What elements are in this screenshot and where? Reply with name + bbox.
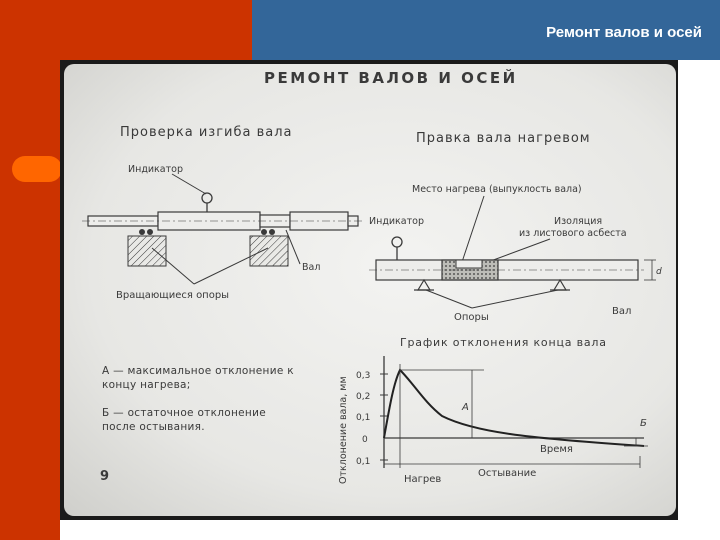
mark-a: А <box>462 402 469 413</box>
right-support-1 <box>418 280 430 290</box>
tick-label: 0,1 <box>356 457 371 467</box>
left-section-title: Проверка изгиба вала <box>120 125 293 140</box>
header-accent-red <box>0 0 252 60</box>
insulation-label-2: из листового асбеста <box>519 228 627 239</box>
legend-a-text: А — максимальное отклонение к концу нагрева; <box>102 365 294 391</box>
right-shaft-label: Вал <box>612 306 632 317</box>
right-supports-label: Опоры <box>454 312 489 323</box>
leader-line <box>488 239 550 262</box>
poster-main-title: РЕМОНТ ВАЛОВ И ОСЕЙ <box>264 69 518 87</box>
indicator-dial <box>202 193 212 203</box>
poster-drawing <box>64 64 676 516</box>
left-supports-label: Вращающиеся опоры <box>116 290 230 301</box>
tick-label: 0,3 <box>356 371 371 381</box>
legend-b-text: Б — остаточное отклонение после остывания. <box>102 407 266 433</box>
orange-bullet-shape <box>12 156 62 182</box>
time-label: Время <box>540 444 573 455</box>
scanned-poster <box>64 64 676 516</box>
deflection-curve <box>384 370 644 446</box>
indicator-dial <box>392 237 402 247</box>
right-support-2 <box>554 280 566 290</box>
heating-label: Нагрев <box>404 474 442 485</box>
leader-line <box>472 290 558 308</box>
leader-line <box>172 174 206 194</box>
page-number: 9 <box>100 469 110 484</box>
left-support-1 <box>128 229 166 266</box>
tick-label: 0 <box>362 435 368 445</box>
tick-label: 0,1 <box>356 413 371 423</box>
cooling-label: Остывание <box>478 468 537 479</box>
diameter-mark: d <box>656 267 662 277</box>
left-shaft-label: Вал <box>302 262 321 273</box>
leader-line <box>462 196 484 262</box>
side-accent-bar <box>0 60 60 540</box>
slide-title: Ремонт валов и осей <box>546 24 702 41</box>
insulation-label-1: Изоляция <box>554 216 603 227</box>
left-shaft <box>82 212 364 230</box>
graph-y-label: Отклонение вала, мм <box>338 376 349 484</box>
mark-b: Б <box>640 418 647 429</box>
right-shaft <box>369 260 644 280</box>
left-support-2 <box>250 229 288 266</box>
right-indicator-label: Индикатор <box>369 216 424 227</box>
graph-title: График отклонения конца вала <box>400 336 607 349</box>
leader-line <box>426 290 472 308</box>
tick-label: 0,2 <box>356 392 371 402</box>
heating-place-label: Место нагрева (выпуклость вала) <box>412 184 582 195</box>
right-section-title: Правка вала нагревом <box>416 131 591 146</box>
left-indicator-label: Индикатор <box>128 164 183 175</box>
